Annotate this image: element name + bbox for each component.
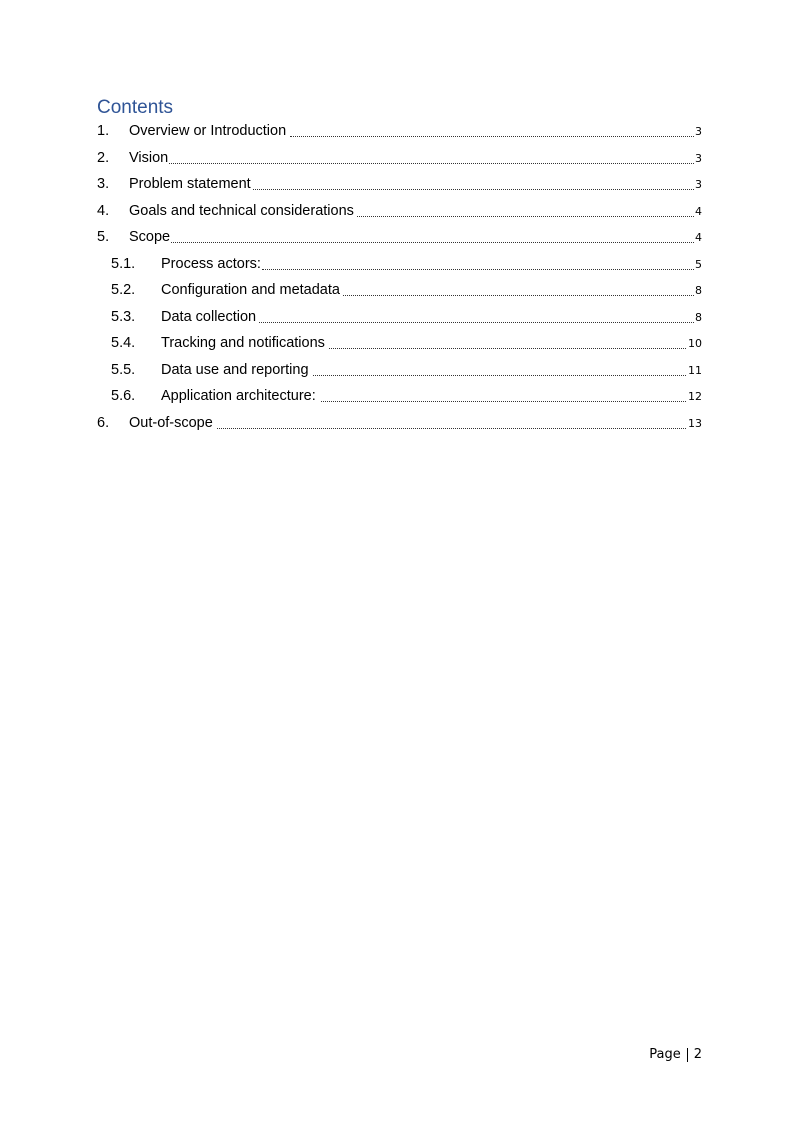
- toc-entry-page: 12: [688, 390, 702, 403]
- toc-entry-title: Process actors:: [161, 256, 261, 272]
- toc-entry[interactable]: [0, 145, 800, 169]
- footer-page-label: Page: [649, 1047, 681, 1062]
- toc-dot-leader: [253, 189, 694, 190]
- toc-entry-page: 8: [695, 284, 702, 297]
- toc-dot-leader: [313, 375, 686, 376]
- toc-dot-leader: [290, 136, 694, 137]
- toc-entry-title: Application architecture:: [161, 388, 316, 404]
- toc-entry-page: 3: [695, 125, 702, 138]
- toc-dot-leader: [343, 295, 694, 296]
- toc-entry-number: 5.1.: [111, 256, 136, 272]
- toc-entry-page: 11: [688, 364, 702, 377]
- footer-divider: [687, 1048, 688, 1062]
- toc-entry-title: Goals and technical considerations: [129, 203, 354, 219]
- toc-entry-title: Configuration and metadata: [161, 282, 340, 298]
- toc-entry-number: 5.: [97, 229, 110, 245]
- toc-entry[interactable]: [0, 251, 800, 275]
- toc-entry[interactable]: [0, 224, 800, 248]
- toc-dot-leader: [321, 401, 686, 402]
- toc-entry-title: Data collection: [161, 309, 257, 325]
- toc-entry-number: 3.: [97, 176, 110, 192]
- toc-entry-number: 5.5.: [111, 362, 136, 378]
- toc-entry-page: 4: [695, 231, 702, 244]
- toc-entry-title: Scope: [129, 229, 171, 245]
- toc-entry[interactable]: [0, 304, 800, 328]
- toc-entry-page: 13: [688, 417, 702, 430]
- toc-entry-page: 5: [695, 258, 702, 271]
- toc-entry-page: 10: [688, 337, 702, 350]
- toc-dot-leader: [169, 163, 694, 164]
- toc-entry-number: 4.: [97, 203, 110, 219]
- toc-entry[interactable]: [0, 277, 800, 301]
- toc-entry-number: 2.: [97, 150, 110, 166]
- toc-dot-leader: [262, 269, 694, 270]
- toc-entry-title: Overview or Introduction: [129, 123, 287, 139]
- toc-entry-number: 1.: [97, 123, 110, 139]
- toc-entry-title: Problem statement: [129, 176, 251, 192]
- toc-entry-number: 5.2.: [111, 282, 136, 298]
- toc-dot-leader: [217, 428, 686, 429]
- toc-entry-number: 6.: [97, 415, 110, 431]
- toc-entry-number: 5.3.: [111, 309, 136, 325]
- toc-entry[interactable]: [0, 118, 800, 142]
- toc-entry-page: 3: [695, 152, 702, 165]
- toc-entry[interactable]: [0, 198, 800, 222]
- toc-entry[interactable]: [0, 410, 800, 434]
- toc-entry[interactable]: [0, 171, 800, 195]
- toc-entry-number: 5.4.: [111, 335, 136, 351]
- toc-entry-title: Out-of-scope: [129, 415, 213, 431]
- toc-entry-page: 8: [695, 311, 702, 324]
- toc-entry-title: Tracking and notifications: [161, 335, 325, 351]
- toc-dot-leader: [171, 242, 694, 243]
- toc-title: Contents: [97, 97, 174, 118]
- toc-entry-page: 4: [695, 205, 702, 218]
- toc-entry[interactable]: [0, 330, 800, 354]
- toc-entry-page: 3: [695, 178, 702, 191]
- toc-dot-leader: [259, 322, 694, 323]
- toc-entry-title: Data use and reporting: [161, 362, 309, 378]
- toc-entry-number: 5.6.: [111, 388, 136, 404]
- toc-entry-title: Vision: [129, 150, 169, 166]
- toc-entry[interactable]: [0, 383, 800, 407]
- footer-page-number: 2: [693, 1047, 702, 1062]
- toc-dot-leader: [329, 348, 686, 349]
- page-footer: [649, 1046, 702, 1064]
- toc-entry[interactable]: [0, 357, 800, 381]
- toc-dot-leader: [357, 216, 694, 217]
